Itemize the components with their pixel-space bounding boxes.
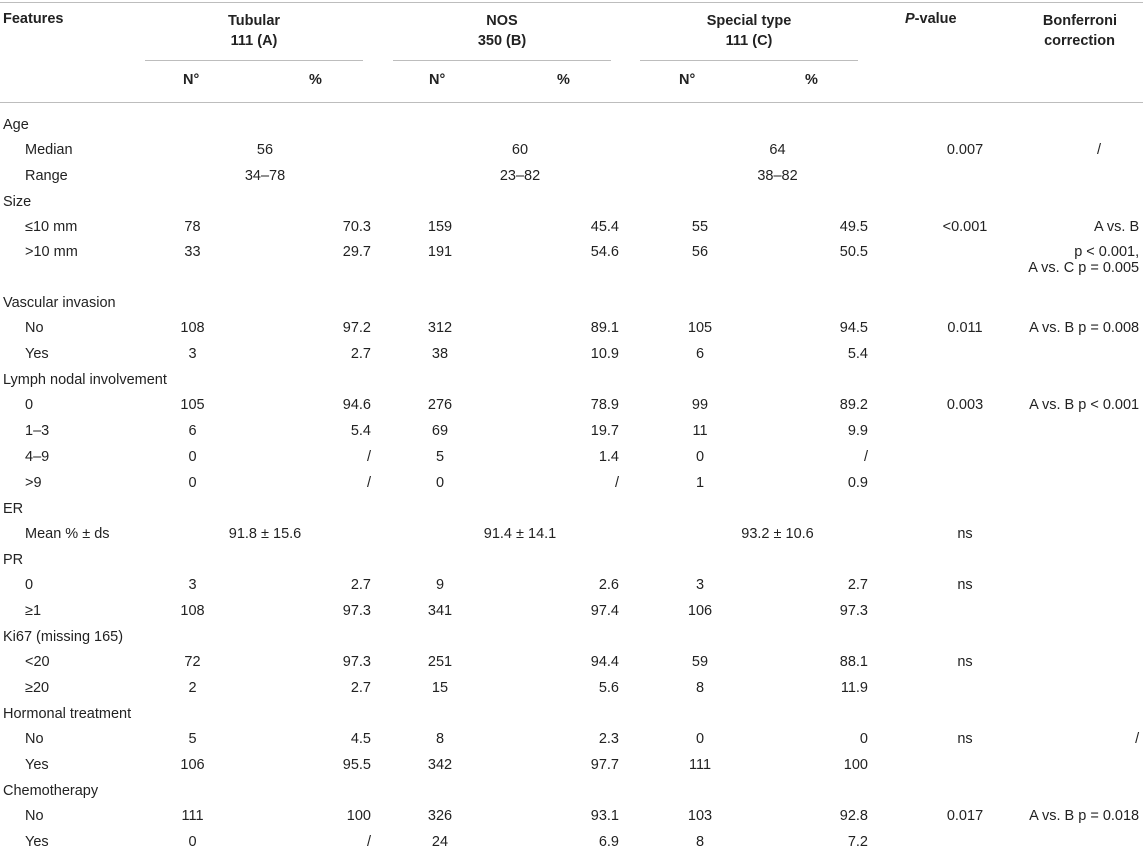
special-pct: 7.2 xyxy=(847,834,868,850)
section-row xyxy=(0,189,1143,214)
p-value: 0.003 xyxy=(946,397,984,413)
row-label: 0 xyxy=(25,577,34,593)
special-header xyxy=(640,11,858,51)
special-n: 6 xyxy=(695,346,705,362)
bonferroni-line: A vs. B p = 0.008 xyxy=(1029,320,1140,336)
bonferroni-value xyxy=(1025,572,1143,598)
nos-pct: 97.7 xyxy=(590,757,619,773)
tubular-n: 0 xyxy=(188,449,197,465)
nos-pct: 1.4 xyxy=(598,449,619,465)
row-label: >10 mm xyxy=(25,244,78,260)
table-row xyxy=(0,392,1143,418)
section-row xyxy=(0,290,1143,315)
nos-pct: 2.6 xyxy=(598,577,619,593)
section-label: Vascular invasion xyxy=(3,294,116,311)
p-value xyxy=(905,829,1025,855)
nos-n: 38 xyxy=(431,346,449,362)
p-value: ns xyxy=(957,654,973,670)
tubular-n: 111 (A) xyxy=(230,33,278,49)
tubular-pct: 94.6 xyxy=(342,397,371,413)
p-value xyxy=(905,598,1025,624)
bonferroni-value xyxy=(1025,675,1143,701)
tubular-n: 5 xyxy=(188,731,197,747)
bonferroni-value xyxy=(1025,752,1143,778)
pvalue-rest: -value xyxy=(914,11,957,27)
special-pct: 11.9 xyxy=(840,680,868,696)
special-n: 103 xyxy=(687,808,713,824)
nos-name: NOS xyxy=(486,13,518,29)
bonferroni-value xyxy=(1025,315,1143,341)
table-row xyxy=(0,418,1143,444)
p-value: ns xyxy=(957,577,973,593)
row-label: No xyxy=(25,808,44,824)
special-rule xyxy=(640,60,858,61)
tubular-pct: 97.3 xyxy=(342,654,371,670)
nos-n: 341 xyxy=(427,603,453,619)
table-row xyxy=(0,341,1143,367)
tubular-n: 3 xyxy=(188,577,197,593)
bonferroni-line: A vs. B xyxy=(1093,219,1140,235)
p-value: ns xyxy=(957,526,973,542)
special-pct: 0 xyxy=(859,731,868,747)
special-pct: / xyxy=(863,449,868,465)
row-label: Mean % ± ds xyxy=(25,526,110,542)
tubular-n: 2 xyxy=(188,680,197,696)
special-n: 0 xyxy=(695,449,705,465)
nos-header xyxy=(393,11,611,51)
bonferroni-value xyxy=(1025,598,1143,624)
special-pct: 5.4 xyxy=(847,346,868,362)
tubular-pct: 97.3 xyxy=(342,603,371,619)
tubular-n: 78 xyxy=(184,219,201,235)
row-label: Yes xyxy=(25,834,49,850)
p-value xyxy=(905,444,1025,470)
special-pct-header: % xyxy=(805,72,818,88)
special-n: 99 xyxy=(691,397,709,413)
tubular-pct: 2.7 xyxy=(350,577,371,593)
nos-pct: 2.3 xyxy=(598,731,619,747)
row-label: 1–3 xyxy=(25,423,50,439)
tubular-n: 0 xyxy=(188,834,197,850)
bonferroni-line-2: A vs. C p = 0.005 xyxy=(1028,260,1140,276)
bonferroni-line: p < 0.001, xyxy=(1074,244,1140,260)
table-row xyxy=(0,829,1143,855)
p-value: ns xyxy=(957,731,973,747)
p-value xyxy=(905,240,1025,290)
bonferroni-line1: Bonferroni xyxy=(1042,13,1117,29)
tubular-n: 33 xyxy=(184,244,201,260)
tubular-pct: / xyxy=(366,449,371,465)
tubular-pct: / xyxy=(366,475,371,491)
nos-pct: 10.9 xyxy=(590,346,619,362)
p-value: 0.017 xyxy=(946,808,984,824)
nos-n: 5 xyxy=(435,449,445,465)
nos-rule xyxy=(393,60,611,61)
table-row xyxy=(0,521,1143,547)
nos-n: 24 xyxy=(431,834,449,850)
nos-n: 69 xyxy=(431,423,449,439)
nos-pct: 19.7 xyxy=(590,423,619,439)
bonferroni-value xyxy=(1025,726,1143,752)
special-n: 111 (C) xyxy=(725,33,773,49)
nos-n: 0 xyxy=(435,475,445,491)
nos-pct: / xyxy=(614,475,619,491)
row-label: No xyxy=(25,320,44,336)
p-value xyxy=(905,163,1025,189)
row-label: ≤10 mm xyxy=(25,219,78,235)
section-label: PR xyxy=(3,551,24,568)
section-row xyxy=(0,496,1143,521)
section-label: Size xyxy=(3,193,32,210)
nos-n: 276 xyxy=(427,397,453,413)
tubular-pct: 4.5 xyxy=(350,731,371,747)
table-row xyxy=(0,214,1143,240)
table-row xyxy=(0,315,1143,341)
nos-n: 342 xyxy=(427,757,453,773)
row-label: >9 xyxy=(25,475,42,491)
section-row xyxy=(0,624,1143,649)
tubular-pct: 95.5 xyxy=(342,757,371,773)
tubular-pct: 2.7 xyxy=(350,680,371,696)
special-value: 38–82 xyxy=(757,168,798,184)
pvalue-header xyxy=(905,11,957,27)
bonferroni-value xyxy=(1025,392,1143,418)
section-row xyxy=(0,547,1143,572)
special-pct: 49.5 xyxy=(839,219,868,235)
nos-n: 9 xyxy=(435,577,445,593)
nos-n: 191 xyxy=(427,244,453,260)
nos-pct: 78.9 xyxy=(590,397,619,413)
tubular-n: 72 xyxy=(184,654,201,670)
p-value xyxy=(905,470,1025,496)
tubular-n: 108 xyxy=(180,603,205,619)
section-label: Hormonal treatment xyxy=(3,705,132,722)
bonferroni-value xyxy=(1025,341,1143,367)
special-n: 8 xyxy=(695,834,705,850)
tubular-value: 91.8 ± 15.6 xyxy=(228,526,302,542)
bonferroni-line2: correction xyxy=(1044,33,1115,49)
top-rule xyxy=(0,2,1143,3)
row-label: 0 xyxy=(25,397,34,413)
special-pct: 0.9 xyxy=(847,475,868,491)
row-label: Yes xyxy=(25,757,49,773)
special-n: 55 xyxy=(691,219,709,235)
p-value: <0.001 xyxy=(942,219,988,235)
special-pct: 9.9 xyxy=(847,423,868,439)
p-value xyxy=(905,418,1025,444)
nos-pct: 6.9 xyxy=(598,834,619,850)
tubular-pct: 70.3 xyxy=(342,219,371,235)
bonferroni-value xyxy=(1025,163,1143,189)
row-label: Yes xyxy=(25,346,49,362)
tubular-value: 34–78 xyxy=(244,168,286,184)
nos-pct: 45.4 xyxy=(590,219,619,235)
table-row xyxy=(0,137,1143,163)
nos-n: 326 xyxy=(427,808,453,824)
nos-n: 159 xyxy=(427,219,453,235)
special-pct: 92.8 xyxy=(839,808,868,824)
bonferroni-value: / xyxy=(1097,142,1102,158)
nos-n-header: N° xyxy=(429,72,446,88)
tubular-rule xyxy=(145,60,363,61)
nos-value: 23–82 xyxy=(499,168,541,184)
special-n: 111 xyxy=(688,757,712,773)
tubular-pct: / xyxy=(366,834,371,850)
nos-pct: 94.4 xyxy=(590,654,619,670)
section-label: Chemotherapy xyxy=(3,782,99,799)
row-label: Median xyxy=(25,142,73,158)
special-n: 11 xyxy=(692,423,708,439)
special-n: 56 xyxy=(691,244,709,260)
tubular-n-header: N° xyxy=(183,72,200,88)
row-label: No xyxy=(25,731,44,747)
p-value xyxy=(905,675,1025,701)
nos-pct: 97.4 xyxy=(590,603,619,619)
bonferroni-value xyxy=(1025,418,1143,444)
table-row xyxy=(0,675,1143,701)
tubular-pct: 29.7 xyxy=(342,244,371,260)
tubular-pct-header: % xyxy=(309,72,322,88)
special-n: 8 xyxy=(695,680,705,696)
table-row xyxy=(0,649,1143,675)
bonferroni-value xyxy=(1025,470,1143,496)
tubular-header xyxy=(145,11,363,51)
special-n: 106 xyxy=(687,603,713,619)
nos-n: 15 xyxy=(431,680,449,696)
section-label: Ki67 (missing 165) xyxy=(3,628,124,645)
p-value: 0.007 xyxy=(946,142,984,158)
special-n: 0 xyxy=(695,731,705,747)
tubular-n: 106 xyxy=(180,757,205,773)
nos-n: 312 xyxy=(427,320,453,336)
row-label: ≥20 xyxy=(25,680,50,696)
tubular-n: 0 xyxy=(188,475,197,491)
bonferroni-value xyxy=(1025,444,1143,470)
table-row xyxy=(0,470,1143,496)
bonferroni-line: A vs. B p = 0.018 xyxy=(1029,808,1140,824)
nos-pct: 89.1 xyxy=(590,320,619,336)
header-bottom-rule xyxy=(0,102,1143,103)
tubular-n: 3 xyxy=(188,346,197,362)
special-pct: 97.3 xyxy=(839,603,868,619)
p-value xyxy=(905,341,1025,367)
special-n: 3 xyxy=(695,577,705,593)
row-label: <20 xyxy=(25,654,50,670)
special-n-header: N° xyxy=(679,72,696,88)
table-row xyxy=(0,598,1143,624)
row-label: ≥1 xyxy=(25,603,42,619)
section-label: Age xyxy=(3,116,29,133)
section-row xyxy=(0,112,1143,137)
bonferroni-value xyxy=(1025,803,1143,829)
section-label: ER xyxy=(3,500,24,517)
results-table xyxy=(0,112,1143,855)
special-name: Special type xyxy=(706,13,792,29)
special-pct: 100 xyxy=(843,757,868,773)
tubular-pct: 97.2 xyxy=(342,320,371,336)
bonferroni-header xyxy=(1020,11,1143,51)
bonferroni-value xyxy=(1025,829,1143,855)
section-label: Lymph nodal involvement xyxy=(3,371,167,388)
section-row xyxy=(0,367,1143,392)
tubular-n: 111 xyxy=(181,808,204,824)
table-row xyxy=(0,444,1143,470)
bonferroni-line: / xyxy=(1135,731,1140,747)
nos-pct: 54.6 xyxy=(590,244,619,260)
nos-value: 60 xyxy=(511,142,529,158)
table-row xyxy=(0,240,1143,290)
nos-pct: 5.6 xyxy=(598,680,619,696)
p-value: 0.011 xyxy=(947,320,983,336)
special-value: 93.2 ± 10.6 xyxy=(741,526,814,542)
bonferroni-value xyxy=(1025,240,1143,290)
tubular-value: 56 xyxy=(256,142,274,158)
features-header: Features xyxy=(3,11,64,27)
section-row xyxy=(0,778,1143,803)
bonferroni-value xyxy=(1025,649,1143,675)
table-row xyxy=(0,572,1143,598)
tubular-n: 105 xyxy=(180,397,205,413)
bonferroni-value xyxy=(1025,214,1143,240)
nos-pct: 93.1 xyxy=(590,808,619,824)
table-row xyxy=(0,803,1143,829)
table-row xyxy=(0,163,1143,189)
special-pct: 2.7 xyxy=(847,577,868,593)
nos-n: 350 (B) xyxy=(477,33,527,49)
bonferroni-value xyxy=(1025,521,1143,547)
nos-pct-header: % xyxy=(557,72,570,88)
row-label: 4–9 xyxy=(25,449,50,465)
pvalue-italic: P xyxy=(905,11,915,27)
special-value: 64 xyxy=(769,142,786,158)
table-row xyxy=(0,726,1143,752)
special-pct: 88.1 xyxy=(839,654,868,670)
special-pct: 50.5 xyxy=(839,244,868,260)
p-value xyxy=(905,752,1025,778)
tubular-n: 6 xyxy=(188,423,197,439)
special-n: 105 xyxy=(687,320,713,336)
nos-n: 8 xyxy=(435,731,445,747)
tubular-pct: 5.4 xyxy=(350,423,371,439)
tubular-pct: 100 xyxy=(346,808,371,824)
nos-n: 251 xyxy=(427,654,453,670)
special-pct: 94.5 xyxy=(839,320,868,336)
table-row xyxy=(0,752,1143,778)
section-row xyxy=(0,701,1143,726)
special-pct: 89.2 xyxy=(839,397,868,413)
nos-value: 91.4 ± 14.1 xyxy=(483,526,557,542)
tubular-pct: 2.7 xyxy=(350,346,371,362)
tubular-name: Tubular xyxy=(227,13,281,29)
row-label: Range xyxy=(25,168,68,184)
tubular-n: 108 xyxy=(180,320,205,336)
special-n: 59 xyxy=(691,654,709,670)
bonferroni-line: A vs. B p < 0.001 xyxy=(1029,397,1140,413)
special-n: 1 xyxy=(695,475,705,491)
